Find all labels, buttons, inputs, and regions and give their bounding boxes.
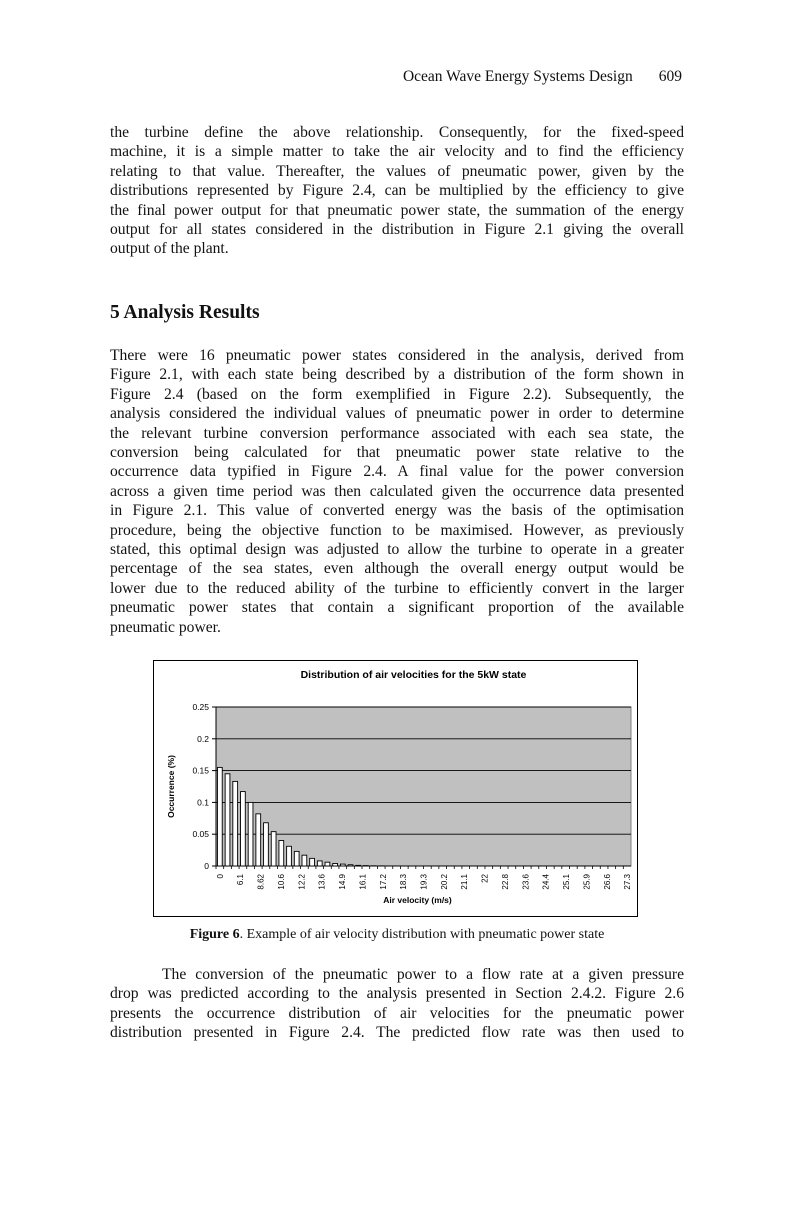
bar xyxy=(310,858,315,866)
bar xyxy=(271,832,276,866)
paragraph-1-line: the final power output for that pneumatic power state, the summation of the energy xyxy=(110,201,684,219)
paragraph-2 xyxy=(110,346,684,637)
bar xyxy=(241,792,246,866)
x-tick-label: 16.1 xyxy=(358,874,368,890)
x-tick-label: 23.6 xyxy=(521,874,531,890)
paragraph-1-line: relating to that value. Thereafter, the values of pneumatic power, given by the xyxy=(110,162,684,180)
paragraph-2-line: lower due to the reduced ability of the turbine to efficiently convert in the larger xyxy=(110,579,684,597)
paragraph-1 xyxy=(110,123,684,259)
bar xyxy=(325,862,330,866)
x-tick-label: 21.1 xyxy=(460,874,470,890)
bar xyxy=(264,823,269,866)
x-tick-label: 25.9 xyxy=(582,874,592,890)
paragraph-2-line: procedure, being the objective function to be maximised. However, as previously xyxy=(110,521,684,539)
bar xyxy=(333,863,338,866)
paragraph-3-line: presents the occurrence distribution of air velocities for the pneumatic power xyxy=(110,1004,684,1022)
running-header xyxy=(403,68,682,86)
paragraph-2-line: pneumatic power. xyxy=(110,618,221,636)
x-tick-label: 6.1 xyxy=(236,874,246,886)
paragraph-1-line: the turbine define the above relationship. Consequently, for the fixed-speed xyxy=(110,124,684,141)
x-tick-label: 8.62 xyxy=(256,874,266,890)
paragraph-2-line: pneumatic power states that contain a significant proportion of the available xyxy=(110,599,684,617)
bar xyxy=(217,767,222,866)
figure-caption-text: . Example of air velocity distribution with pneumatic power state xyxy=(239,927,605,942)
x-tick-label: 22.8 xyxy=(500,874,510,890)
running-title: Ocean Wave Energy Systems Design xyxy=(402,68,633,85)
paragraph-1-line: distributions represented by Figure 2.4, can be multiplied by the efficiency to give xyxy=(110,182,684,200)
page-number: 609 xyxy=(658,68,682,85)
paragraph-3-line: drop was predicted according to the analysis presented in Section 2.4.2. Figure 2.6 xyxy=(110,985,684,1003)
section-heading: 5 Analysis Results xyxy=(110,302,260,323)
y-tick-label: 0.25 xyxy=(192,702,209,712)
x-tick-label: 25.1 xyxy=(562,874,572,890)
plot-area xyxy=(216,707,631,866)
x-tick-label: 12.2 xyxy=(297,874,307,890)
x-tick-label: 22 xyxy=(480,874,490,883)
y-tick-label: 0.15 xyxy=(192,765,209,776)
paragraph-1-line: machine, it is a simple matter to take the air velocity and to find the efficiency xyxy=(110,143,684,161)
figure-caption xyxy=(110,927,684,943)
x-tick-label: 18.3 xyxy=(399,874,409,890)
x-tick-label: 27.3 xyxy=(623,874,633,890)
bar xyxy=(294,851,299,866)
x-tick-label: 14.9 xyxy=(338,874,348,890)
paragraph-1-line: output for all states considered in the distribution in Figure 2.1 giving the overall xyxy=(110,221,684,239)
bar xyxy=(356,865,361,866)
x-tick-label: 17.2 xyxy=(378,874,388,890)
x-tick-label: 20.2 xyxy=(439,874,449,890)
bar xyxy=(256,814,261,866)
x-tick-label: 10.6 xyxy=(276,874,286,890)
x-tick-label: 24.4 xyxy=(541,874,551,890)
paragraph-3 xyxy=(110,965,684,1043)
paragraph-2-line: analysis considered the individual values of pneumatic power in order to determine xyxy=(110,405,684,423)
x-tick-label: 19.3 xyxy=(419,874,429,890)
y-axis-label: Occurrence (%) xyxy=(166,755,176,818)
paragraph-2-line: the relevant turbine conversion performance associated with each sea state, the xyxy=(110,424,684,442)
bar xyxy=(225,774,230,866)
y-tick-label: 0.2 xyxy=(197,733,209,744)
bar xyxy=(233,781,238,866)
bar xyxy=(279,841,284,866)
x-tick-label: 26.6 xyxy=(602,874,612,890)
x-tick-label: 0 xyxy=(215,874,225,879)
air-velocity-distribution-chart xyxy=(154,661,637,916)
x-tick-label: 13.6 xyxy=(317,874,327,890)
figure-chart xyxy=(153,660,638,917)
paragraph-2-line: stated, this optimal design was adjusted to allow the turbine to operate in a greater xyxy=(110,541,684,559)
paragraph-3-line: distribution presented in Figure 2.4. The predicted flow rate was then used to xyxy=(110,1024,684,1042)
bar xyxy=(248,802,253,866)
bar xyxy=(348,865,353,866)
paragraph-1-line: output of the plant. xyxy=(110,240,229,258)
paragraph-2-line: occurrence data typified in Figure 2.4. A final value for the power conversion xyxy=(110,463,684,481)
paragraph-2-line: There were 16 pneumatic power states considered in the analysis, derived from xyxy=(110,347,684,364)
paragraph-2-line: across a given time period was then calculated given the occurrence data presented xyxy=(110,482,684,500)
y-tick-label: 0.1 xyxy=(197,797,209,808)
chart-title: Distribution of air velocities for the 5kW state xyxy=(300,669,527,681)
bar xyxy=(340,864,345,866)
y-tick-label: 0.05 xyxy=(192,829,209,840)
paragraph-2-line: percentage of the sea states, even although the overall energy output would be xyxy=(110,560,684,578)
figure-label: Figure 6 xyxy=(189,927,240,942)
paragraph-3-line: The conversion of the pneumatic power to a flow rate at a given pressure xyxy=(162,966,684,983)
paragraph-2-line: in Figure 2.1. This value of converted energy was the basis of the optimisation xyxy=(110,502,684,520)
x-axis-label: Air velocity (m/s) xyxy=(383,895,452,905)
bar xyxy=(287,846,292,866)
paragraph-2-line: Figure 2.1, with each state being described by a distribution of the form shown in xyxy=(110,366,684,384)
paragraph-2-line: conversion being calculated for that pneumatic power state relative to the xyxy=(110,444,684,462)
y-tick-label: 0 xyxy=(204,861,209,871)
bar xyxy=(302,855,307,866)
paragraph-2-line: Figure 2.4 (based on the form exemplified in Figure 2.2). Subsequently, the xyxy=(110,385,684,403)
bar xyxy=(317,861,322,866)
